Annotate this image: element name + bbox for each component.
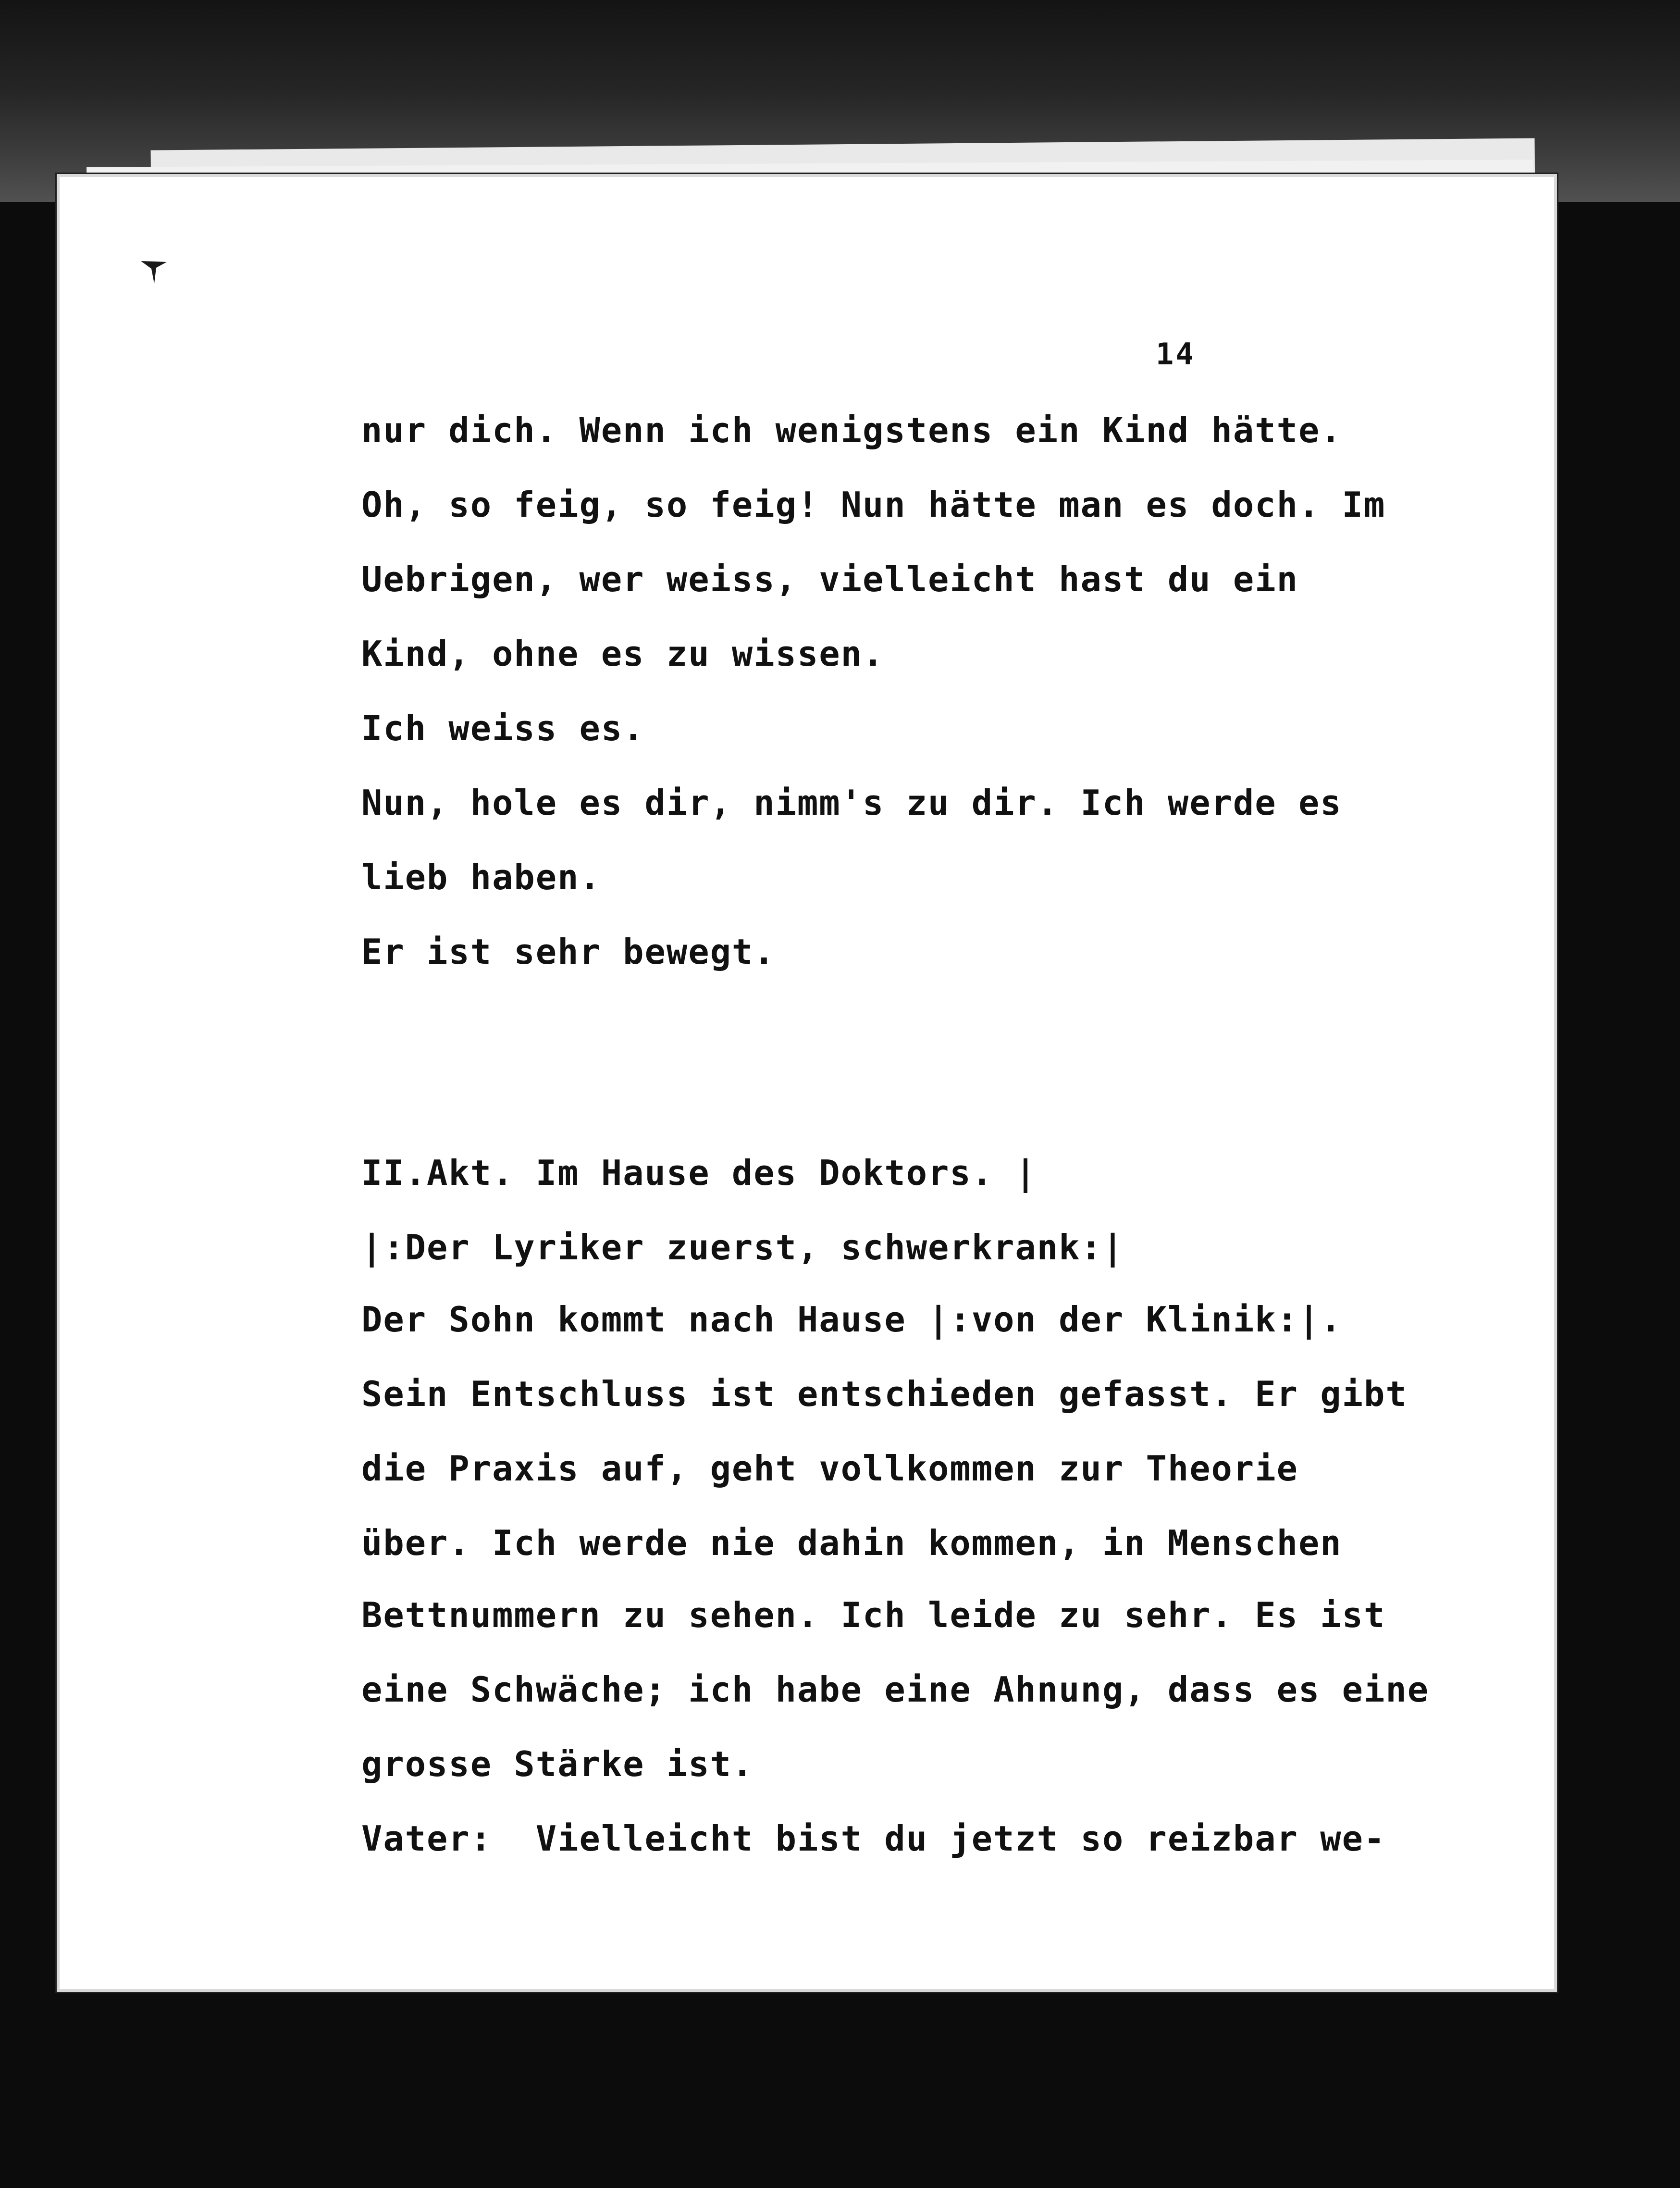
text-line: Der Sohn kommt nach Hause |:von der Klinik:|. [361, 1299, 1342, 1340]
text-line: Uebrigen, wer weiss, vielleicht hast du ein [361, 559, 1298, 599]
text-line: nur dich. Wenn ich wenigstens ein Kind hätte. [361, 410, 1342, 450]
act-heading: II.Akt. Im Hause des Doktors. | [361, 1153, 1037, 1193]
text-line: lieb haben. [361, 857, 601, 897]
text-line: |:Der Lyriker zuerst, schwerkrank:| [361, 1227, 1124, 1268]
text-line: Ich weiss es. [361, 708, 645, 748]
page-number: 14 [1156, 336, 1196, 372]
text-line: grosse Stärke ist. [361, 1744, 754, 1784]
text-line: die Praxis auf, geht vollkommen zur Theorie [361, 1448, 1298, 1489]
text-line: eine Schwäche; ich habe eine Ahnung, dass es eine [361, 1669, 1430, 1710]
text-line: Er ist sehr bewegt. [361, 932, 776, 972]
text-line: über. Ich werde nie dahin kommen, in Menschen [361, 1523, 1342, 1563]
text-line: Oh, so feig, so feig! Nun hätte man es doch. Im [361, 485, 1386, 525]
text-line: Sein Entschluss ist entschieden gefasst. Er gibt [361, 1374, 1408, 1414]
text-line: Nun, hole es dir, nimm's zu dir. Ich werde es [361, 783, 1342, 823]
text-line: Bettnummern zu sehen. Ich leide zu sehr. Es ist [361, 1595, 1386, 1635]
text-line: Kind, ohne es zu wissen. [361, 634, 885, 674]
text-line: Vater: Vielleicht bist du jetzt so reizbar we- [361, 1818, 1386, 1859]
